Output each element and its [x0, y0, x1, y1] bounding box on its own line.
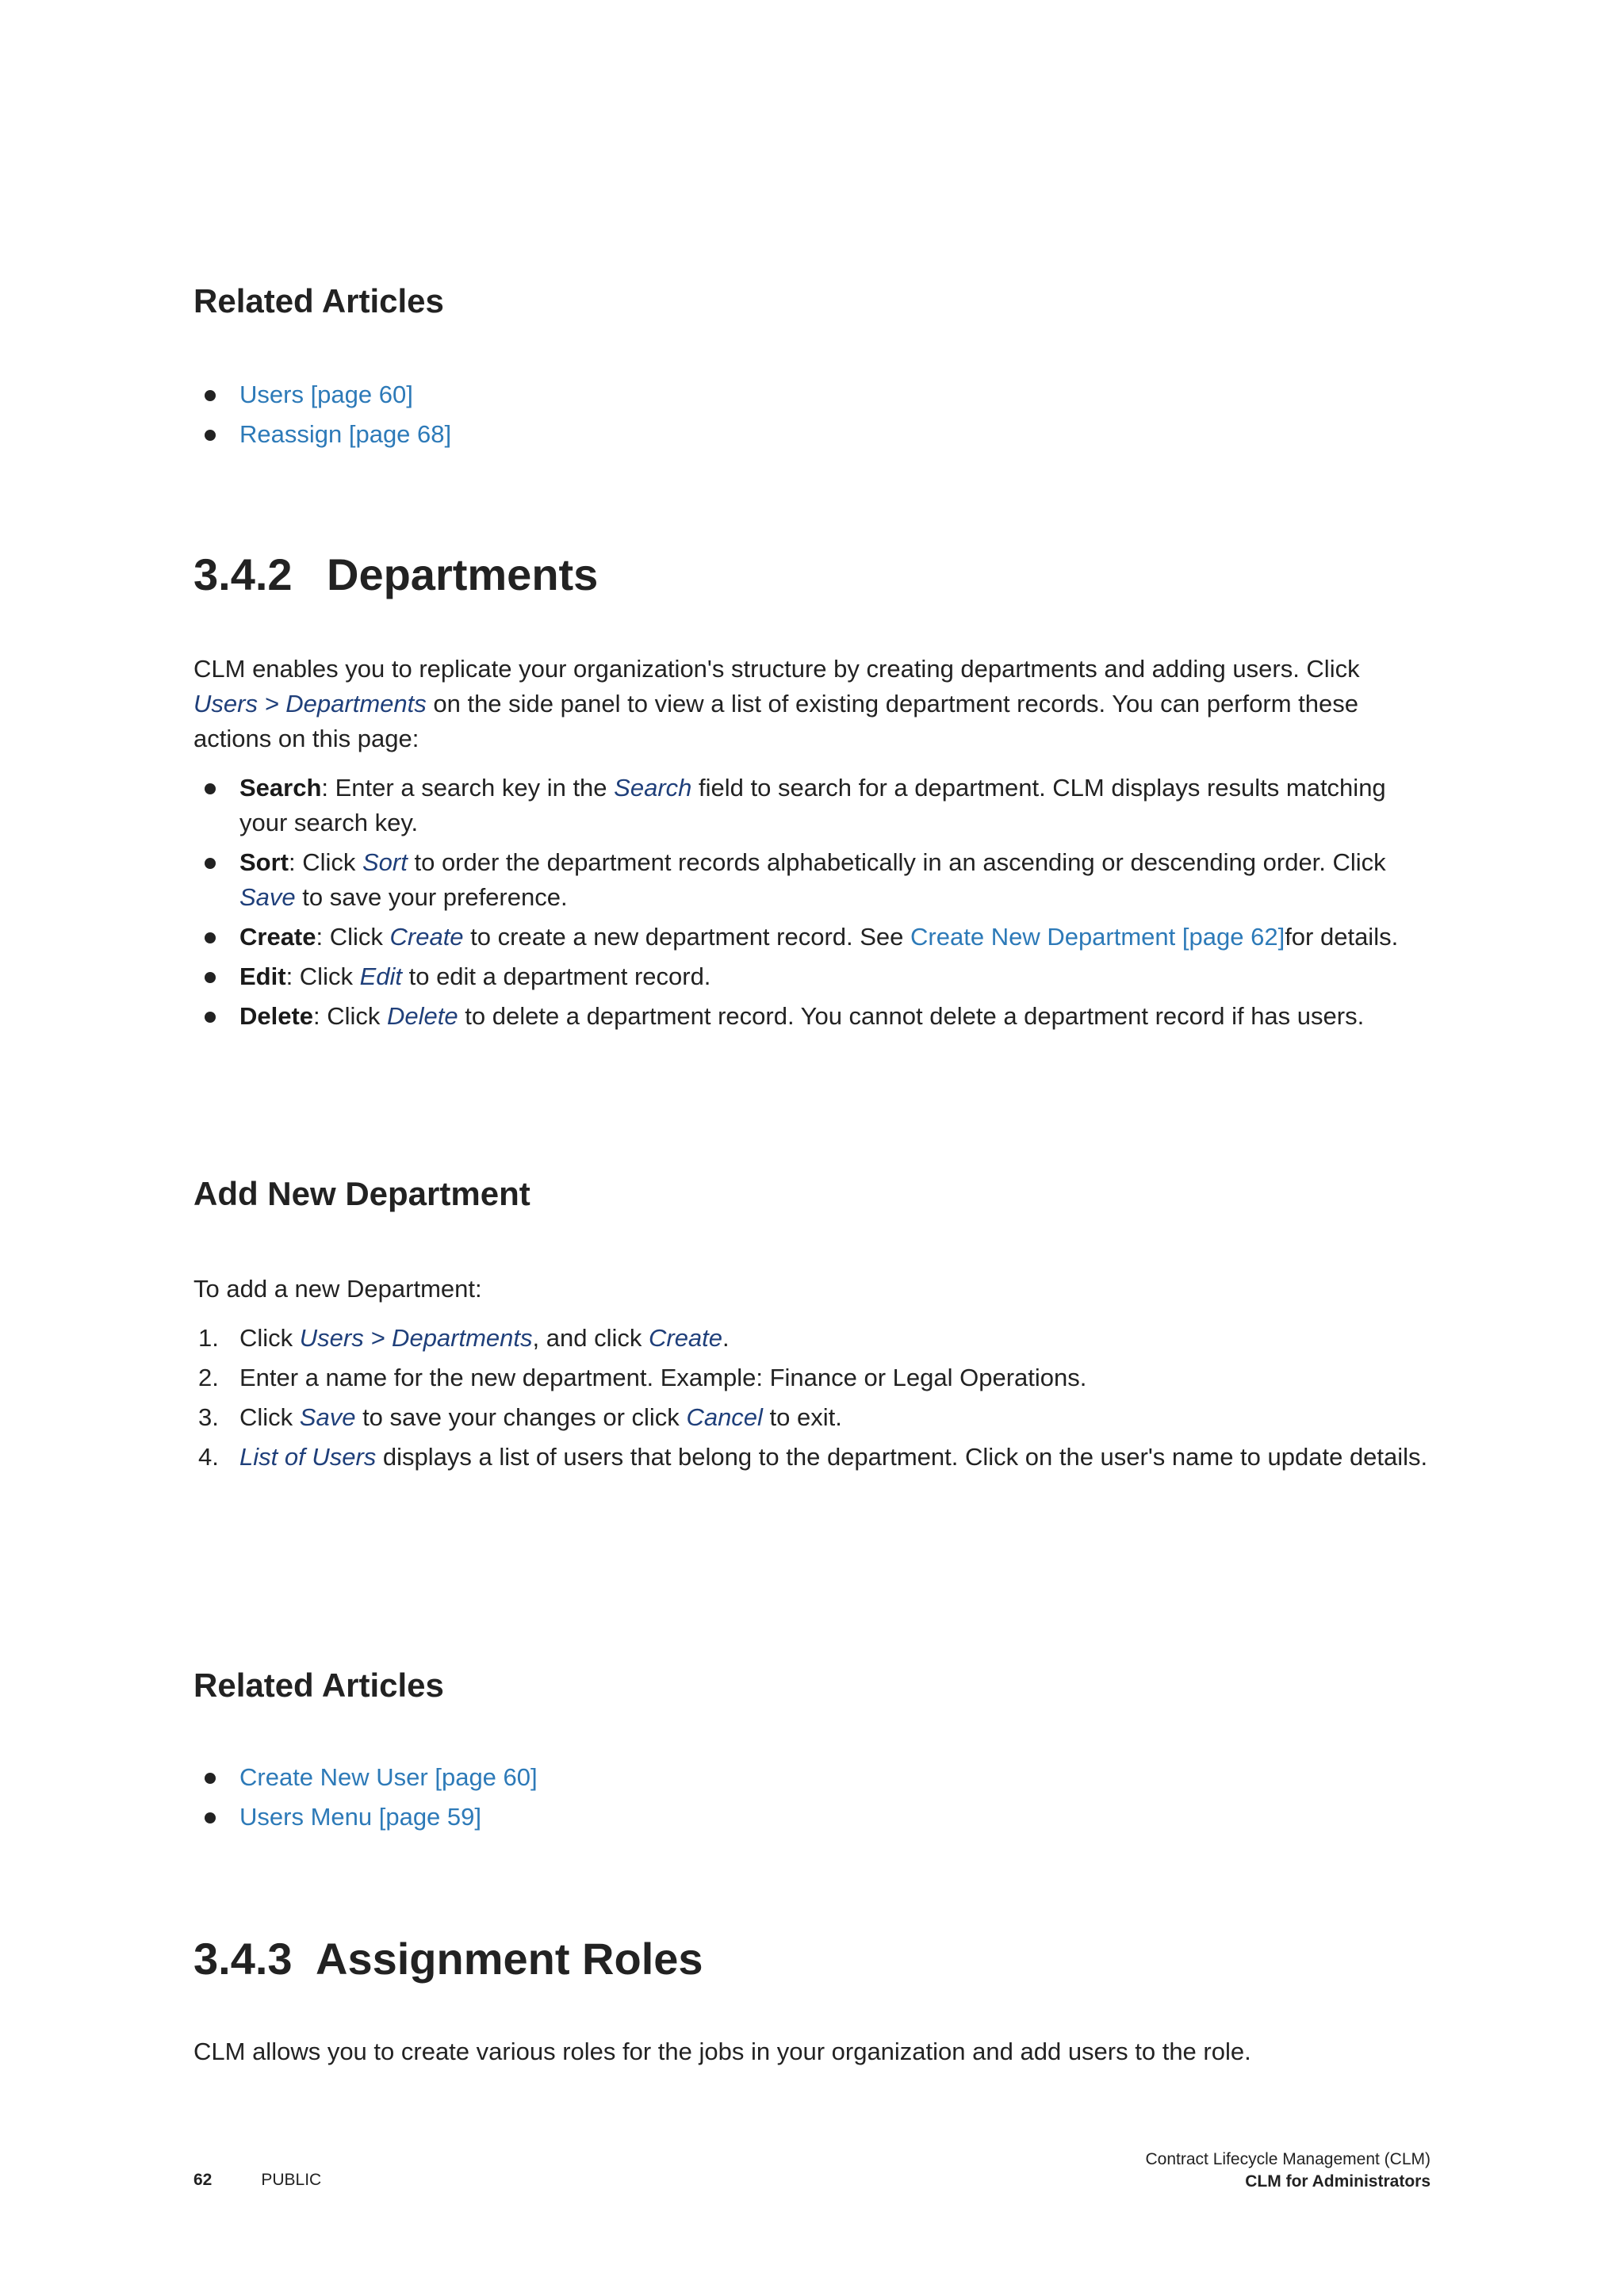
classification-label: PUBLIC — [261, 2171, 322, 2189]
related-link-users-menu[interactable]: Users Menu [page 59] — [193, 1800, 538, 1835]
step-3: 3. Click Save to save your changes or click Cancel to exit. — [198, 1403, 842, 1431]
action-delete: Delete: Click Delete to delete a department record. You cannot delete a department record if has users. — [193, 999, 1431, 1034]
section-number: 3.4.3 — [193, 1934, 293, 1984]
ui-reference: Users > Departments — [193, 690, 427, 718]
section-number: 3.4.2 — [193, 549, 293, 599]
action-create: Create: Click Create to create a new department record. See Create New Department [page 62]for details. — [193, 920, 1431, 955]
add-department-heading: Add New Department — [193, 1175, 530, 1212]
add-department-intro: To add a new Department: — [193, 1275, 482, 1303]
related-link-reassign[interactable]: Reassign [page 68] — [193, 417, 451, 452]
action-edit: Edit: Click Edit to edit a department record. — [193, 959, 1431, 994]
section-heading-departments — [193, 549, 598, 600]
departments-intro: CLM enables you to replicate your organization's structure by creating departments and adding users. Click Users > Departments on the side panel to view a list of existing department records. You can perform these actions on this page: — [193, 655, 1360, 752]
section-heading-assignment-roles — [193, 1933, 703, 1984]
section-title: Assignment Roles — [316, 1934, 703, 1984]
step-4: 4. List of Users displays a list of users that belong to the department. Click on the user's name to update details. — [198, 1443, 1428, 1471]
related-link-create-new-user[interactable]: Create New User [page 60] — [193, 1760, 538, 1795]
step-2: 2. Enter a name for the new department. Example: Finance or Legal Operations. — [198, 1364, 1087, 1391]
action-sort: Sort: Click Sort to order the department records alphabetically in an ascending or descending order. Click Save to save your preference. — [193, 845, 1431, 915]
related-articles-heading: Related Articles — [193, 282, 444, 320]
assignment-roles-intro: CLM allows you to create various roles for the jobs in your organization and add users to the role. — [193, 2038, 1251, 2065]
footer-right — [796, 2149, 1431, 2193]
document-title: Contract Lifecycle Management (CLM) — [1145, 2150, 1431, 2168]
action-search: Search: Enter a search key in the Search field to search for a department. CLM displays results matching your search key. — [193, 771, 1431, 840]
related-articles-list-2 — [193, 1760, 538, 1839]
section-title: Departments — [327, 549, 599, 599]
page-number: 62 — [193, 2171, 213, 2189]
department-actions-list — [193, 771, 1431, 1039]
related-link-users[interactable]: Users [page 60] — [193, 377, 451, 412]
related-articles-list — [193, 377, 451, 457]
step-1: 1. Click Users > Departments, and click Create. — [198, 1324, 730, 1352]
add-department-steps — [193, 1321, 1431, 1479]
create-new-department-link[interactable]: Create New Department [page 62] — [910, 923, 1285, 951]
related-articles-heading-2: Related Articles — [193, 1667, 444, 1704]
footer-left — [193, 2171, 321, 2190]
document-subtitle: CLM for Administrators — [1245, 2172, 1431, 2191]
